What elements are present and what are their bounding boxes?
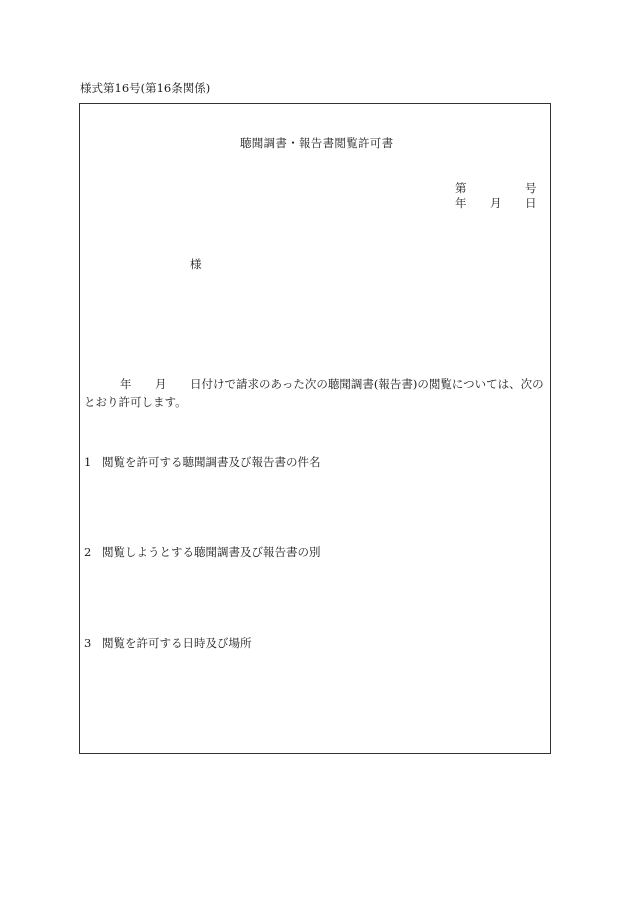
form-number-label: 様式第16号(第16条関係) bbox=[80, 81, 211, 95]
item-text: 閲覧しようとする聴聞調書及び報告書の別 bbox=[102, 545, 321, 559]
item-number: 3 bbox=[84, 636, 92, 650]
item-number: 1 bbox=[84, 455, 92, 469]
date-day-label: 日 bbox=[525, 196, 537, 210]
number-suffix: 号 bbox=[525, 181, 537, 195]
list-item bbox=[84, 636, 252, 650]
document-frame bbox=[79, 103, 551, 754]
body-year-label: 年 bbox=[120, 377, 132, 391]
body-month-label: 月 bbox=[155, 377, 167, 391]
date-year-label: 年 bbox=[455, 196, 467, 210]
number-prefix: 第 bbox=[455, 181, 467, 195]
addressee-suffix: 様 bbox=[190, 257, 202, 271]
body-text-line2: とおり許可します。 bbox=[84, 395, 187, 409]
list-item bbox=[84, 455, 321, 469]
date-month-label: 月 bbox=[490, 196, 502, 210]
item-text: 閲覧を許可する聴聞調書及び報告書の件名 bbox=[102, 455, 321, 469]
list-item bbox=[84, 545, 321, 559]
item-text: 閲覧を許可する日時及び場所 bbox=[102, 636, 252, 650]
item-number: 2 bbox=[84, 545, 92, 559]
body-text-line1: 日付けで請求のあった次の聴聞調書(報告書)の閲覧については、次の bbox=[190, 377, 544, 391]
document-title: 聴聞調書・報告書閲覧許可書 bbox=[240, 136, 394, 150]
